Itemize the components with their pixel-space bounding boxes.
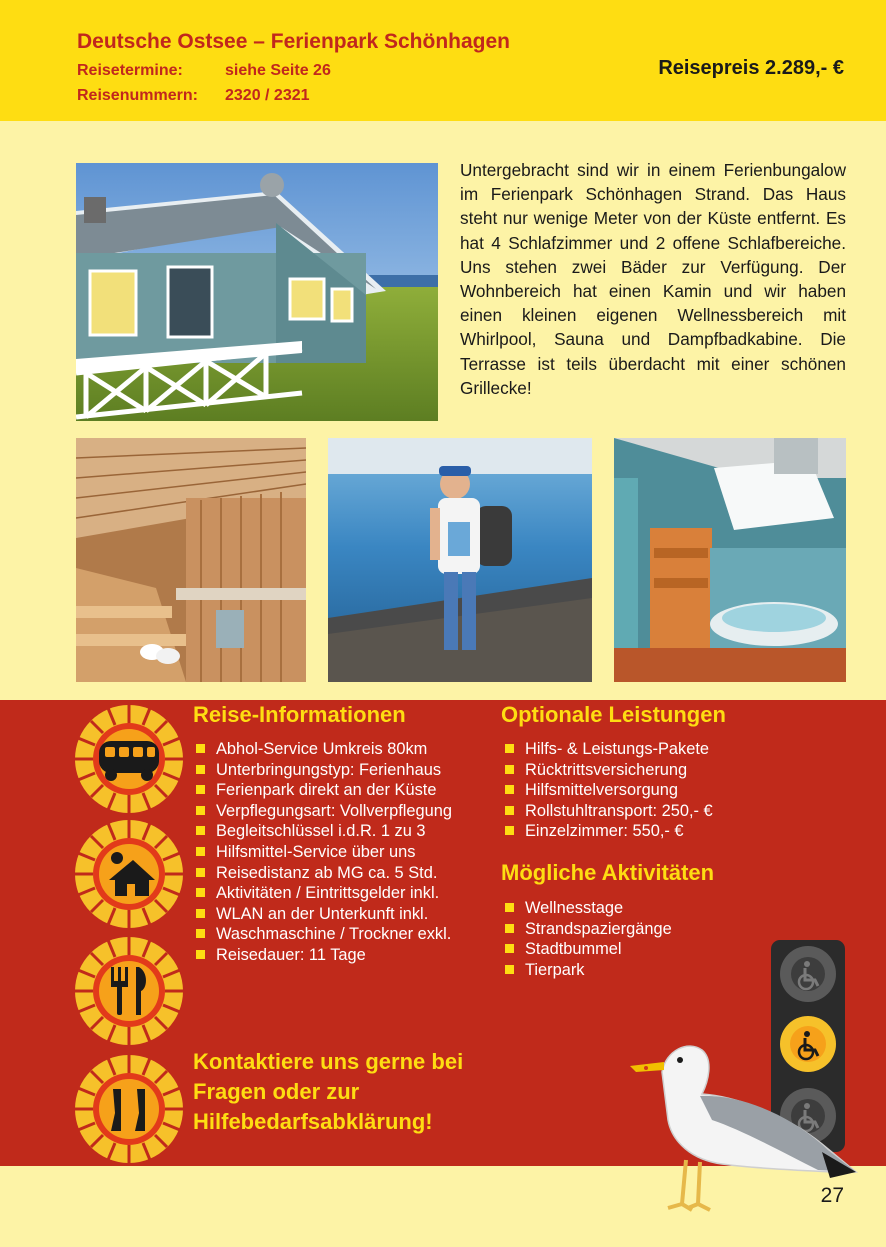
reise-info-title: Reise-Informationen xyxy=(193,702,406,727)
beach-person-photo xyxy=(328,438,592,682)
travel-dates-value: siehe Seite 26 xyxy=(225,62,331,79)
wheelchair-icon xyxy=(780,946,836,1002)
cutlery-icon xyxy=(73,935,185,1047)
reise-info-list xyxy=(196,739,452,966)
house-icon xyxy=(73,818,185,930)
bus-icon xyxy=(73,703,185,815)
contact-note: Kontaktiere uns gerne bei Fragen oder zur Hilfebedarfsabklärung! xyxy=(193,1049,464,1134)
aktivitaeten-list xyxy=(505,898,672,980)
list-item: Verpflegungsart: Vollverpflegung xyxy=(196,801,452,822)
list-item: Rollstuhltransport: 250,- € xyxy=(505,801,713,822)
list-item: Hilfsmittelversorgung xyxy=(505,780,713,801)
list-item: WLAN an der Unterkunft inkl. xyxy=(196,904,452,925)
page-number: 27 xyxy=(820,1184,844,1207)
travel-dates-row xyxy=(77,62,331,80)
travel-dates-label: Reisetermine: xyxy=(77,62,183,79)
page-title: Deutsche Ostsee – Ferienpark Schönhagen xyxy=(77,30,510,53)
list-item: Tierpark xyxy=(505,960,672,981)
list-item: Waschmaschine / Trockner exkl. xyxy=(196,924,452,945)
list-item: Reisedistanz ab MG ca. 5 Std. xyxy=(196,863,452,884)
intro-paragraph: Untergebracht sind wir in einem Ferienbungalow im Ferienpark Schönhagen Strand. Das Haus steht nur wenige Meter von der Küste entfernt. Es hat 4 Schlafzimmer und 2 offene Schlafbereiche. Uns stehen zwei Bäder zur Verfügung. Der Wohnbereich hat einen Kamin und wir haben einen kleinen eigenen Wellnessbereich mit Whirlpool, Sauna und Dampfbadkabine. Die Terrasse ist teils überdacht mit einer schönen Grillecke! xyxy=(460,160,846,398)
list-item: Strandspaziergänge xyxy=(505,919,672,940)
bungalow-photo xyxy=(76,163,438,421)
seagull-illustration xyxy=(622,1032,860,1217)
list-item: Rücktrittsversicherung xyxy=(505,760,713,781)
list-item: Hilfsmittel-Service über uns xyxy=(196,842,452,863)
list-item: Ferienpark direkt an der Küste xyxy=(196,780,452,801)
list-item: Aktivitäten / Eintrittsgelder inkl. xyxy=(196,883,452,904)
list-item: Einzelzimmer: 550,- € xyxy=(505,821,713,842)
sauna-photo xyxy=(76,438,306,682)
optionale-title: Optionale Leistungen xyxy=(501,702,726,727)
travel-numbers-row xyxy=(77,87,310,105)
list-item: Stadtbummel xyxy=(505,939,672,960)
travel-numbers-value: 2320 / 2321 xyxy=(225,87,310,104)
travel-numbers-label: Reisenummern: xyxy=(77,87,198,104)
list-item: Hilfs- & Leistungs-Pakete xyxy=(505,739,713,760)
travel-price: Reisepreis 2.289,- € xyxy=(658,57,844,79)
list-item: Begleitschlüssel i.d.R. 1 zu 3 xyxy=(196,821,452,842)
list-item: Reisedauer: 11 Tage xyxy=(196,945,452,966)
header-band xyxy=(0,0,886,121)
list-item: Wellnesstage xyxy=(505,898,672,919)
list-item: Unterbringungstyp: Ferienhaus xyxy=(196,760,452,781)
list-item: Abhol-Service Umkreis 80km xyxy=(196,739,452,760)
aktivitaeten-title: Mögliche Aktivitäten xyxy=(501,860,715,885)
duration-icon xyxy=(73,1053,185,1165)
optionale-list xyxy=(505,739,713,842)
whirlpool-photo xyxy=(614,438,846,682)
